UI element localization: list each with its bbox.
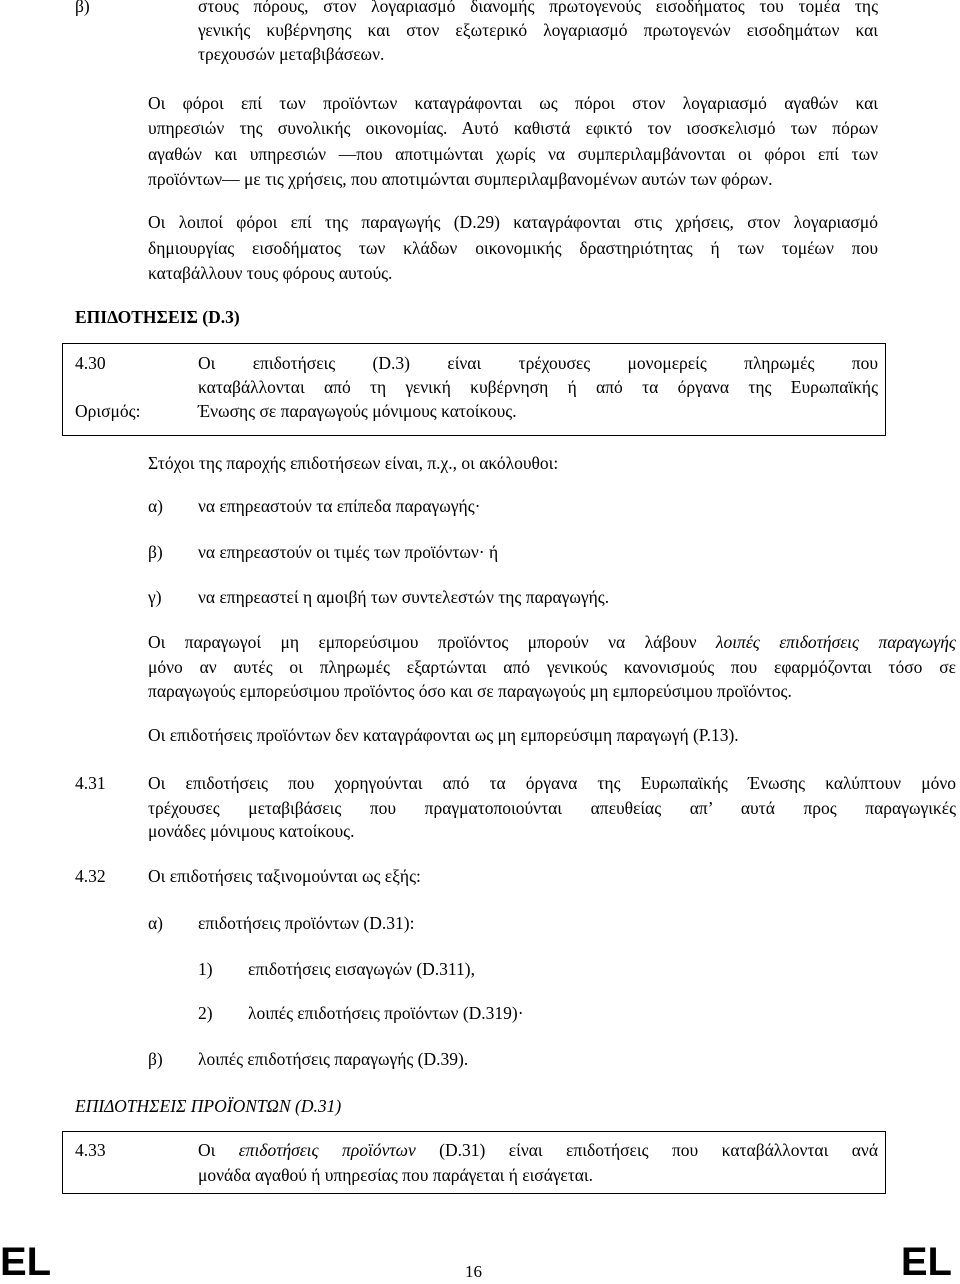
- sublist-item-text: επιδοτήσεις εισαγωγών (D.311),: [248, 959, 475, 979]
- sublist-item-label: 2): [198, 1003, 213, 1023]
- paragraph-line: καταβάλλουν τους φόρους αυτούς.: [148, 263, 393, 283]
- paragraph-line: Οι επιδοτήσεις ταξινομούνται ως εξής:: [148, 866, 421, 886]
- paragraph-line: γενικής κυβέρνησης και στον εξωτερικό λογαριασμό πρωτογενών εισοδημάτων και: [198, 20, 878, 40]
- list-item-text: επιδοτήσεις προϊόντων (D.31):: [198, 913, 415, 933]
- list-item-label: α): [148, 496, 163, 516]
- list-item-text: να επηρεαστεί η αμοιβή των συντελεστών της παραγωγής.: [198, 587, 610, 607]
- paragraph-line: υπηρεσιών της συνολικής οικονομίας. Αυτό καθιστά εφικτό τον ισοσκελισμό των πόρων: [148, 118, 878, 138]
- section-heading: ΕΠΙΔΟΤΗΣΕΙΣ (D.3): [75, 307, 240, 327]
- paragraph-text: Οι παραγωγοί μη εμπορεύσιμου προϊόντος μπορούν να λάβουν: [148, 632, 716, 652]
- paragraph-line: τρέχουσες μεταβιβάσεις που πραγματοποιούνται απευθείας απ’ αυτά προς παραγωγικές: [148, 798, 956, 818]
- sublist-item-text: λοιπές επιδοτήσεις προϊόντων (D.319)·: [248, 1003, 524, 1023]
- definition-line: [198, 1138, 878, 1162]
- emphasis-text: επιδοτήσεις προϊόντων: [238, 1140, 416, 1160]
- definition-label: Ορισμός:: [75, 401, 141, 421]
- definition-text: (D.31) είναι επιδοτήσεις που καταβάλλονται ανά: [415, 1140, 878, 1160]
- language-marker-left: EL: [0, 1240, 52, 1284]
- section-heading: ΕΠΙΔΟΤΗΣΕΙΣ ΠΡΟΪΟΝΤΩΝ (D.31): [75, 1096, 342, 1116]
- list-item-label: β): [148, 542, 163, 562]
- paragraph-line: Οι λοιποί φόροι επί της παραγωγής (D.29) καταγράφονται στις χρήσεις, στον λογαριασμό: [148, 212, 878, 232]
- paragraph-line: τρεχουσών μεταβιβάσεων.: [198, 44, 385, 64]
- section-number: 4.32: [75, 866, 106, 886]
- section-number: 4.31: [75, 773, 106, 793]
- paragraph-line: παραγωγούς εμπορεύσιμου προϊόντος όσο και σε παραγωγούς μη εμπορεύσιμου προϊόντος.: [148, 681, 792, 701]
- paragraph-line: Στόχοι της παροχής επιδοτήσεων είναι, π.χ., οι ακόλουθοι:: [148, 453, 559, 473]
- paragraph-line: μονάδες μόνιμους κατοίκους.: [148, 821, 355, 841]
- definition-line: Οι επιδοτήσεις (D.3) είναι τρέχουσες μονομερείς πληρωμές που: [198, 353, 878, 373]
- sublist-item-label: 1): [198, 959, 213, 979]
- paragraph-line: Οι φόροι επί των προϊόντων καταγράφονται ως πόροι στον λογαριασμό αγαθών και: [148, 93, 878, 113]
- list-item-text: λοιπές επιδοτήσεις παραγωγής (D.39).: [198, 1049, 469, 1069]
- definition-line: Ένωσης σε παραγωγούς μόνιμους κατοίκους.: [198, 401, 517, 421]
- paragraph-line: αγαθών και υπηρεσιών —που αποτιμώνται χωρίς να συμπεριλαμβάνονται οι φόροι επί των: [148, 144, 878, 164]
- list-item-label: γ): [148, 587, 162, 607]
- section-number: 4.33: [75, 1140, 106, 1160]
- page-number: 16: [465, 1262, 482, 1281]
- definition-line: μονάδα αγαθού ή υπηρεσίας που παράγεται ή εισάγεται.: [198, 1165, 593, 1185]
- paragraph-line: μόνο αν αυτές οι πληρωμές εξαρτώνται από γενικούς κανονισμούς που εφαρμόζονται τόσο σε: [148, 657, 956, 677]
- list-item-label: β): [148, 1049, 163, 1069]
- paragraph-line: [148, 630, 956, 654]
- section-number: 4.30: [75, 353, 106, 373]
- paragraph-line: στους πόρους, στον λογαριασμό διανομής πρωτογενούς εισοδήματος του τομέα της: [198, 0, 878, 16]
- paragraph-line: προϊόντων— με τις χρήσεις, που αποτιμώνται συμπεριλαμβανομένων αυτών των φόρων.: [148, 169, 773, 189]
- list-item-text: να επηρεαστούν τα επίπεδα παραγωγής·: [198, 496, 481, 516]
- list-item-text: να επηρεαστούν οι τιμές των προϊόντων· ή: [198, 542, 499, 562]
- emphasis-text: λοιπές επιδοτήσεις παραγωγής: [715, 632, 956, 652]
- paragraph-line: Οι επιδοτήσεις που χορηγούνται από τα όργανα της Ευρωπαϊκής Ένωσης καλύπτουν μόνο: [148, 773, 956, 793]
- definition-text: Οι: [198, 1140, 239, 1160]
- paragraph-line: δημιουργίας εισοδήματος των κλάδων οικονομικής δραστηριότητας ή των τομέων που: [148, 238, 878, 258]
- paragraph-line: Οι επιδοτήσεις προϊόντων δεν καταγράφονται ως μη εμπορεύσιμη παραγωγή (P.13).: [148, 725, 739, 745]
- language-marker-right: EL: [900, 1240, 952, 1284]
- item-beta-label: β): [75, 0, 90, 16]
- list-item-label: α): [148, 913, 163, 933]
- definition-line: καταβάλλονται από τη γενική κυβέρνηση ή από τα όργανα της Ευρωπαϊκής: [198, 377, 878, 397]
